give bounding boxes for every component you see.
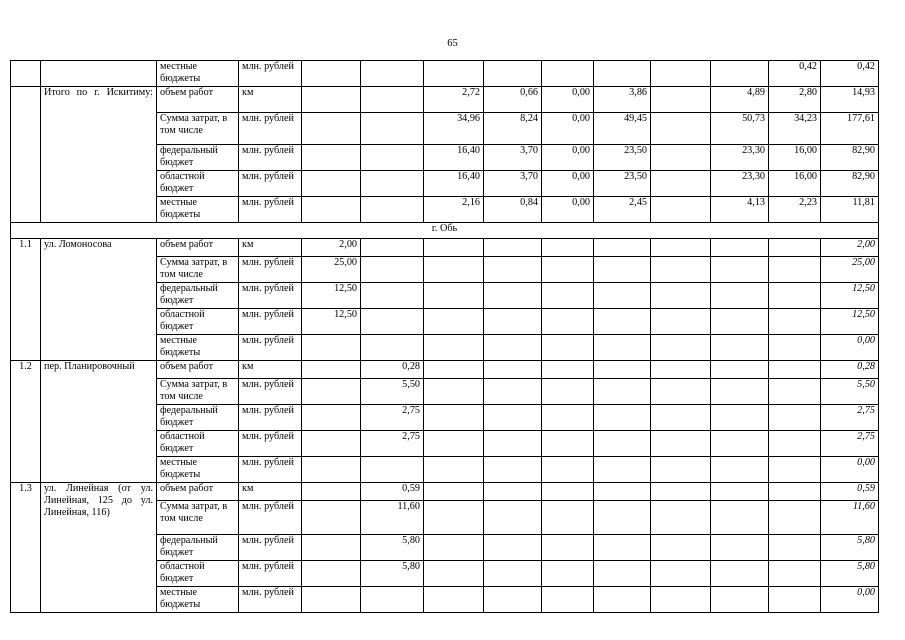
total-value-cell: 2,75 xyxy=(821,431,879,457)
value-cell xyxy=(651,587,711,613)
value-cell xyxy=(651,379,711,405)
unit-cell: млн. рублей xyxy=(239,171,302,197)
name-cell xyxy=(41,61,157,87)
value-cell xyxy=(424,483,484,501)
total-value-cell: 0,00 xyxy=(821,587,879,613)
value-cell: 16,00 xyxy=(769,145,821,171)
value-cell xyxy=(424,587,484,613)
value-cell xyxy=(769,405,821,431)
value-cell xyxy=(484,431,542,457)
indicator-cell: объем работ xyxy=(157,239,239,257)
value-cell: 4,13 xyxy=(711,197,769,223)
value-cell xyxy=(769,431,821,457)
table-row xyxy=(11,483,879,501)
value-cell xyxy=(769,483,821,501)
value-cell xyxy=(542,483,594,501)
value-cell xyxy=(484,309,542,335)
value-cell xyxy=(769,257,821,283)
value-cell xyxy=(542,535,594,561)
indicator-cell: местные бюджеты xyxy=(157,335,239,361)
value-cell xyxy=(769,309,821,335)
value-cell xyxy=(594,587,651,613)
value-cell xyxy=(651,145,711,171)
value-cell xyxy=(711,335,769,361)
value-cell xyxy=(361,257,424,283)
total-value-cell: 2,75 xyxy=(821,405,879,431)
unit-cell: млн. рублей xyxy=(239,61,302,87)
unit-cell: млн. рублей xyxy=(239,197,302,223)
total-value-cell: 0,42 xyxy=(821,61,879,87)
value-cell xyxy=(594,431,651,457)
value-cell xyxy=(769,335,821,361)
value-cell xyxy=(424,61,484,87)
value-cell xyxy=(424,535,484,561)
value-cell: 2,16 xyxy=(424,197,484,223)
value-cell xyxy=(651,405,711,431)
indicator-cell: Сумма затрат, в том числе xyxy=(157,379,239,405)
value-cell xyxy=(484,405,542,431)
total-value-cell: 177,61 xyxy=(821,113,879,145)
value-cell: 23,50 xyxy=(594,145,651,171)
value-cell: 25,00 xyxy=(302,257,361,283)
total-value-cell: 5,80 xyxy=(821,535,879,561)
value-cell xyxy=(711,61,769,87)
value-cell xyxy=(711,405,769,431)
value-cell xyxy=(361,113,424,145)
indicator-cell: местные бюджеты xyxy=(157,457,239,483)
unit-cell: млн. рублей xyxy=(239,405,302,431)
indicator-cell: Сумма затрат, в том числе xyxy=(157,501,239,535)
value-cell xyxy=(542,61,594,87)
value-cell: 0,42 xyxy=(769,61,821,87)
value-cell: 34,23 xyxy=(769,113,821,145)
value-cell: 2,75 xyxy=(361,431,424,457)
value-cell xyxy=(424,335,484,361)
value-cell: 12,50 xyxy=(302,309,361,335)
item-name: ул. Линейная (от ул. Линейная, 125 до ул. Линейная, 116) xyxy=(41,483,157,613)
total-value-cell: 25,00 xyxy=(821,257,879,283)
unit-cell: млн. рублей xyxy=(239,561,302,587)
value-cell xyxy=(302,361,361,379)
value-cell xyxy=(424,405,484,431)
value-cell xyxy=(484,587,542,613)
value-cell: 16,00 xyxy=(769,171,821,197)
unit-cell: млн. рублей xyxy=(239,335,302,361)
value-cell xyxy=(302,587,361,613)
table-row xyxy=(11,61,879,87)
total-value-cell: 0,00 xyxy=(821,335,879,361)
unit-cell: млн. рублей xyxy=(239,283,302,309)
value-cell: 3,70 xyxy=(484,171,542,197)
value-cell: 50,73 xyxy=(711,113,769,145)
value-cell xyxy=(651,361,711,379)
table-row xyxy=(11,361,879,379)
unit-cell: км xyxy=(239,239,302,257)
table-body xyxy=(11,61,879,613)
value-cell: 23,30 xyxy=(711,171,769,197)
value-cell xyxy=(711,483,769,501)
value-cell xyxy=(769,587,821,613)
value-cell: 2,75 xyxy=(361,405,424,431)
value-cell: 2,23 xyxy=(769,197,821,223)
value-cell: 23,50 xyxy=(594,171,651,197)
value-cell: 16,40 xyxy=(424,145,484,171)
unit-cell: млн. рублей xyxy=(239,113,302,145)
value-cell xyxy=(594,257,651,283)
value-cell xyxy=(711,501,769,535)
value-cell xyxy=(769,457,821,483)
value-cell xyxy=(484,379,542,405)
value-cell xyxy=(651,283,711,309)
value-cell xyxy=(424,309,484,335)
value-cell xyxy=(424,501,484,535)
indicator-cell: федеральный бюджет xyxy=(157,535,239,561)
value-cell xyxy=(769,361,821,379)
value-cell xyxy=(484,561,542,587)
indicator-cell: областной бюджет xyxy=(157,309,239,335)
value-cell xyxy=(302,379,361,405)
value-cell xyxy=(484,335,542,361)
value-cell xyxy=(302,171,361,197)
item-name: ул. Ломоносова xyxy=(41,239,157,361)
value-cell xyxy=(651,457,711,483)
unit-cell: млн. рублей xyxy=(239,257,302,283)
indicator-cell: объем работ xyxy=(157,361,239,379)
page-number: 65 xyxy=(447,38,458,49)
value-cell: 2,00 xyxy=(302,239,361,257)
value-cell xyxy=(542,431,594,457)
value-cell xyxy=(484,361,542,379)
value-cell xyxy=(769,379,821,405)
value-cell xyxy=(542,405,594,431)
unit-cell: млн. рублей xyxy=(239,379,302,405)
total-value-cell: 5,80 xyxy=(821,561,879,587)
value-cell xyxy=(484,457,542,483)
total-value-cell: 11,60 xyxy=(821,501,879,535)
value-cell xyxy=(711,257,769,283)
value-cell: 3,86 xyxy=(594,87,651,113)
indicator-cell: местные бюджеты xyxy=(157,61,239,87)
value-cell xyxy=(424,361,484,379)
value-cell: 5,50 xyxy=(361,379,424,405)
value-cell xyxy=(361,309,424,335)
value-cell xyxy=(711,535,769,561)
value-cell xyxy=(542,283,594,309)
value-cell xyxy=(651,239,711,257)
value-cell xyxy=(594,405,651,431)
indicator-cell: объем работ xyxy=(157,483,239,501)
value-cell xyxy=(424,257,484,283)
indicator-cell: местные бюджеты xyxy=(157,197,239,223)
value-cell xyxy=(302,405,361,431)
indicator-cell: местные бюджеты xyxy=(157,587,239,613)
value-cell xyxy=(651,87,711,113)
value-cell xyxy=(361,171,424,197)
value-cell: 2,80 xyxy=(769,87,821,113)
value-cell xyxy=(594,239,651,257)
value-cell xyxy=(711,239,769,257)
value-cell: 0,84 xyxy=(484,197,542,223)
value-cell xyxy=(711,431,769,457)
unit-cell: млн. рублей xyxy=(239,309,302,335)
table-row xyxy=(11,87,879,113)
item-number: 1.2 xyxy=(11,361,41,483)
value-cell xyxy=(361,335,424,361)
value-cell xyxy=(361,61,424,87)
indicator-cell: федеральный бюджет xyxy=(157,145,239,171)
total-value-cell: 82,90 xyxy=(821,145,879,171)
value-cell xyxy=(542,501,594,535)
value-cell xyxy=(302,113,361,145)
value-cell xyxy=(361,239,424,257)
value-cell xyxy=(542,561,594,587)
value-cell xyxy=(542,457,594,483)
indicator-cell: объем работ xyxy=(157,87,239,113)
value-cell xyxy=(484,61,542,87)
value-cell xyxy=(424,379,484,405)
value-cell: 2,72 xyxy=(424,87,484,113)
value-cell xyxy=(594,379,651,405)
value-cell xyxy=(302,61,361,87)
value-cell: 34,96 xyxy=(424,113,484,145)
value-cell xyxy=(542,335,594,361)
value-cell xyxy=(651,309,711,335)
value-cell xyxy=(769,501,821,535)
value-cell: 0,00 xyxy=(542,113,594,145)
value-cell xyxy=(542,361,594,379)
value-cell xyxy=(302,335,361,361)
value-cell xyxy=(769,239,821,257)
value-cell: 23,30 xyxy=(711,145,769,171)
table-row xyxy=(11,239,879,257)
indicator-cell: областной бюджет xyxy=(157,171,239,197)
value-cell: 0,00 xyxy=(542,87,594,113)
value-cell xyxy=(594,501,651,535)
unit-cell: млн. рублей xyxy=(239,457,302,483)
value-cell xyxy=(361,145,424,171)
value-cell xyxy=(361,283,424,309)
value-cell xyxy=(424,457,484,483)
value-cell xyxy=(542,309,594,335)
value-cell xyxy=(484,257,542,283)
value-cell: 0,28 xyxy=(361,361,424,379)
total-value-cell: 12,50 xyxy=(821,283,879,309)
item-name: пер. Планировочный xyxy=(41,361,157,483)
value-cell xyxy=(594,457,651,483)
total-value-cell: 2,00 xyxy=(821,239,879,257)
indicator-cell: Сумма затрат, в том числе xyxy=(157,113,239,145)
value-cell xyxy=(594,61,651,87)
unit-cell: км xyxy=(239,361,302,379)
value-cell xyxy=(302,483,361,501)
total-value-cell: 0,28 xyxy=(821,361,879,379)
value-cell xyxy=(302,457,361,483)
total-value-cell: 82,90 xyxy=(821,171,879,197)
value-cell xyxy=(594,361,651,379)
indicator-cell: федеральный бюджет xyxy=(157,405,239,431)
value-cell: 0,00 xyxy=(542,197,594,223)
value-cell xyxy=(651,535,711,561)
value-cell xyxy=(361,587,424,613)
value-cell xyxy=(651,483,711,501)
value-cell xyxy=(651,257,711,283)
indicator-cell: федеральный бюджет xyxy=(157,283,239,309)
value-cell xyxy=(484,239,542,257)
value-cell xyxy=(711,457,769,483)
total-value-cell: 14,93 xyxy=(821,87,879,113)
road-works-table xyxy=(10,60,879,613)
value-cell xyxy=(711,561,769,587)
value-cell xyxy=(769,283,821,309)
value-cell: 3,70 xyxy=(484,145,542,171)
value-cell xyxy=(594,309,651,335)
value-cell xyxy=(361,457,424,483)
value-cell xyxy=(769,561,821,587)
value-cell xyxy=(424,561,484,587)
value-cell xyxy=(361,87,424,113)
value-cell xyxy=(424,431,484,457)
value-cell xyxy=(484,483,542,501)
indicator-cell: Сумма затрат, в том числе xyxy=(157,257,239,283)
total-value-cell: 11,81 xyxy=(821,197,879,223)
item-number: 1.3 xyxy=(11,483,41,613)
value-cell xyxy=(484,535,542,561)
total-value-cell: 0,00 xyxy=(821,457,879,483)
value-cell xyxy=(651,501,711,535)
value-cell xyxy=(484,501,542,535)
section-title: г. Обь xyxy=(11,223,879,239)
value-cell xyxy=(361,197,424,223)
value-cell xyxy=(594,483,651,501)
value-cell: 5,80 xyxy=(361,535,424,561)
value-cell: 0,00 xyxy=(542,171,594,197)
value-cell: 4,89 xyxy=(711,87,769,113)
value-cell xyxy=(542,587,594,613)
value-cell xyxy=(424,283,484,309)
value-cell xyxy=(711,309,769,335)
value-cell xyxy=(651,171,711,197)
total-value-cell: 5,50 xyxy=(821,379,879,405)
number-cell xyxy=(11,87,41,223)
unit-cell: млн. рублей xyxy=(239,587,302,613)
value-cell: 16,40 xyxy=(424,171,484,197)
value-cell xyxy=(302,197,361,223)
value-cell xyxy=(302,145,361,171)
value-cell xyxy=(484,283,542,309)
value-cell xyxy=(302,535,361,561)
indicator-cell: областной бюджет xyxy=(157,561,239,587)
value-cell xyxy=(711,361,769,379)
value-cell xyxy=(594,283,651,309)
total-value-cell: 0,59 xyxy=(821,483,879,501)
value-cell xyxy=(651,335,711,361)
value-cell: 12,50 xyxy=(302,283,361,309)
value-cell xyxy=(302,87,361,113)
value-cell xyxy=(651,431,711,457)
value-cell xyxy=(594,335,651,361)
value-cell: 0,00 xyxy=(542,145,594,171)
number-cell xyxy=(11,61,41,87)
value-cell xyxy=(711,379,769,405)
value-cell xyxy=(651,561,711,587)
value-cell xyxy=(594,561,651,587)
value-cell: 2,45 xyxy=(594,197,651,223)
indicator-cell: областной бюджет xyxy=(157,431,239,457)
total-label: Итого по г. Искитиму: xyxy=(41,87,157,223)
value-cell xyxy=(711,587,769,613)
value-cell: 0,59 xyxy=(361,483,424,501)
value-cell xyxy=(542,239,594,257)
section-row xyxy=(11,223,879,239)
item-number: 1.1 xyxy=(11,239,41,361)
value-cell xyxy=(594,535,651,561)
value-cell xyxy=(302,431,361,457)
value-cell xyxy=(542,379,594,405)
unit-cell: км xyxy=(239,87,302,113)
value-cell xyxy=(424,239,484,257)
value-cell xyxy=(542,257,594,283)
value-cell xyxy=(651,61,711,87)
value-cell xyxy=(769,535,821,561)
unit-cell: км xyxy=(239,483,302,501)
unit-cell: млн. рублей xyxy=(239,501,302,535)
unit-cell: млн. рублей xyxy=(239,431,302,457)
value-cell xyxy=(651,113,711,145)
unit-cell: млн. рублей xyxy=(239,535,302,561)
value-cell xyxy=(302,501,361,535)
unit-cell: млн. рублей xyxy=(239,145,302,171)
value-cell: 0,66 xyxy=(484,87,542,113)
value-cell xyxy=(711,283,769,309)
value-cell: 5,80 xyxy=(361,561,424,587)
value-cell xyxy=(302,561,361,587)
value-cell: 49,45 xyxy=(594,113,651,145)
total-value-cell: 12,50 xyxy=(821,309,879,335)
value-cell: 11,60 xyxy=(361,501,424,535)
value-cell xyxy=(651,197,711,223)
value-cell: 8,24 xyxy=(484,113,542,145)
